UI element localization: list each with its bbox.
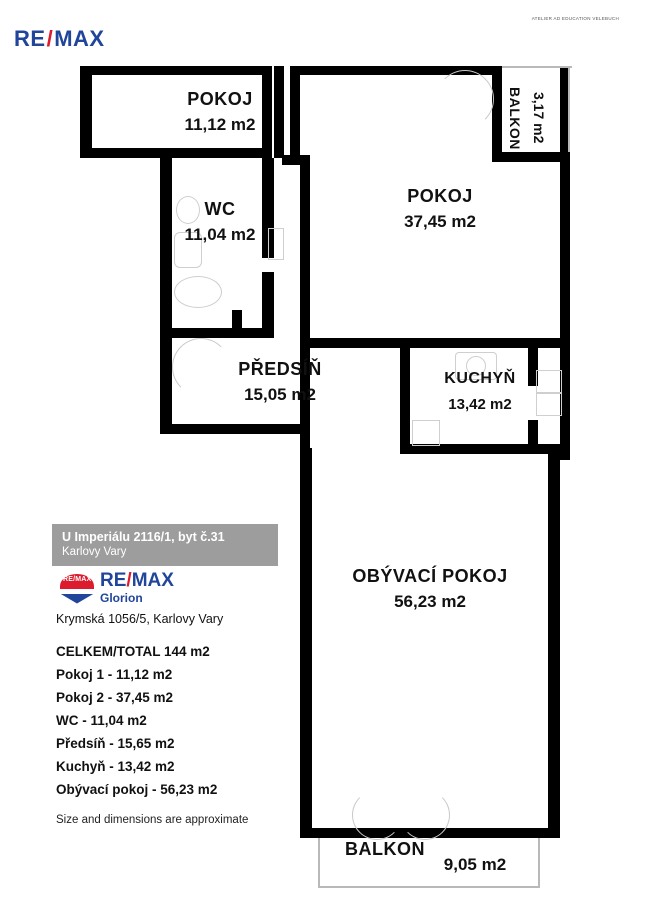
wall-pokoj2-bottom-left2 — [310, 338, 370, 348]
room-area: 11,04 m2 — [184, 225, 256, 244]
wall-center-upper2 — [290, 75, 300, 160]
top-right-note: ATELIER AD EDUCATION VELEBUCH — [531, 16, 619, 21]
wall-living-right — [548, 448, 560, 838]
room-name: BALKON — [345, 839, 425, 859]
room-area: 37,45 m2 — [404, 212, 476, 231]
room-area-balkon-bottom — [420, 850, 530, 876]
room-area: 9,05 m2 — [443, 855, 507, 874]
remax-logo — [14, 26, 105, 52]
address-bar — [52, 524, 278, 566]
agency-name-max: MAX — [131, 570, 174, 591]
room-name: KUCHYŇ — [444, 370, 516, 387]
room-name: POKOJ — [407, 186, 473, 206]
legend-item: Předsíň - 15,65 m2 — [56, 736, 175, 751]
room-label-obyvaci-pokoj — [330, 565, 530, 613]
balkon2-bottom-rail — [318, 886, 540, 888]
balkon-right-rail — [568, 66, 570, 162]
room-label-pokoj-1 — [150, 88, 290, 136]
legend-item: Pokoj 2 - 37,45 m2 — [56, 690, 174, 705]
legend-item: Pokoj 1 - 11,12 m2 — [56, 667, 173, 682]
room-name: WC — [204, 199, 236, 219]
kitchen-appliance-icon — [412, 420, 440, 446]
balkon2-left-rail — [318, 838, 320, 888]
wall-living-left — [300, 448, 312, 838]
legend-item: Kuchyň - 13,42 m2 — [56, 759, 175, 774]
agency-office: Glorion — [100, 591, 143, 605]
wall-top-mid — [310, 66, 440, 75]
room-name: POKOJ — [187, 89, 253, 109]
wall-living-right-top — [548, 448, 570, 460]
wall-living-bottom-left — [300, 828, 350, 838]
room-label-balkon-top — [504, 78, 526, 158]
legend-disclaimer: Size and dimensions are approximate — [56, 814, 249, 826]
room-name: OBÝVACÍ POKOJ — [352, 566, 508, 586]
wall-kitchen-left — [400, 348, 410, 452]
wall-hall-left — [160, 338, 172, 434]
agency-name — [100, 572, 174, 590]
wall-pokoj2-bottom-left — [370, 338, 494, 348]
room-area: 3,17 m2 — [531, 92, 547, 144]
address-line-2: Karlovy Vary — [62, 546, 127, 558]
wall-balkon-top-left — [492, 66, 502, 162]
balkon-top-rail — [502, 66, 572, 68]
door-arc-balcony — [436, 70, 494, 128]
wall-hall-bottom — [160, 424, 310, 434]
remax-balloon-text: RE/MAX — [63, 575, 92, 583]
wall-living-bottom-right — [460, 828, 560, 838]
room-area: 11,12 m2 — [184, 115, 256, 134]
legend-item: WC - 11,04 m2 — [56, 713, 147, 728]
wall-top-left-stub — [290, 66, 310, 75]
legend-item: Obývací pokoj - 56,23 m2 — [56, 782, 218, 797]
room-area: 15,05 m2 — [244, 385, 316, 404]
wall-pokoj1-bottom-left — [80, 148, 170, 158]
wall-center-mid — [300, 160, 310, 338]
room-area-balkon-top — [528, 78, 550, 158]
address-line-1: U Imperiálu 2116/1, byt č.31 — [62, 530, 225, 544]
agency-name-re: RE — [100, 570, 127, 591]
room-area: 13,42 m2 — [448, 396, 512, 413]
wall-pokoj2-bottom-right — [494, 338, 570, 348]
door-arc-living-balcony-2 — [400, 790, 450, 840]
room-label-wc — [165, 198, 275, 246]
room-name: BALKON — [507, 86, 523, 150]
wall-left-upper — [80, 66, 92, 158]
wall-wc-left — [160, 158, 172, 338]
remax-logo-slash: / — [46, 26, 54, 51]
wall-top-left — [80, 66, 270, 75]
remax-logo-max: MAX — [54, 26, 105, 51]
room-area: 56,23 m2 — [394, 592, 466, 611]
wc-bathtub-icon — [174, 276, 222, 308]
agency-name-slash: / — [126, 570, 132, 591]
agency-text — [100, 572, 174, 605]
room-label-pokoj-2 — [370, 185, 510, 233]
wall-pokoj1-bottom — [170, 148, 272, 158]
room-label-predsin — [180, 358, 380, 406]
balkon2-right-rail — [538, 838, 540, 888]
wall-wc-bottom-left — [172, 328, 232, 338]
door-arc-living-balcony — [352, 790, 402, 840]
area-legend — [56, 640, 296, 827]
agency-logo — [60, 572, 174, 605]
legend-item: CELKEM/TOTAL 144 m2 — [56, 644, 210, 659]
remax-logo-re: RE — [14, 26, 46, 51]
agency-address: Krymská 1056/5, Karlovy Vary — [56, 612, 224, 626]
remax-balloon-icon — [60, 574, 94, 604]
wall-wc-inner-stub — [232, 310, 242, 338]
room-name: PŘEDSÍŇ — [238, 359, 322, 379]
wall-kitchen-right-stub2 — [528, 420, 538, 454]
room-label-kuchyn — [415, 368, 545, 416]
